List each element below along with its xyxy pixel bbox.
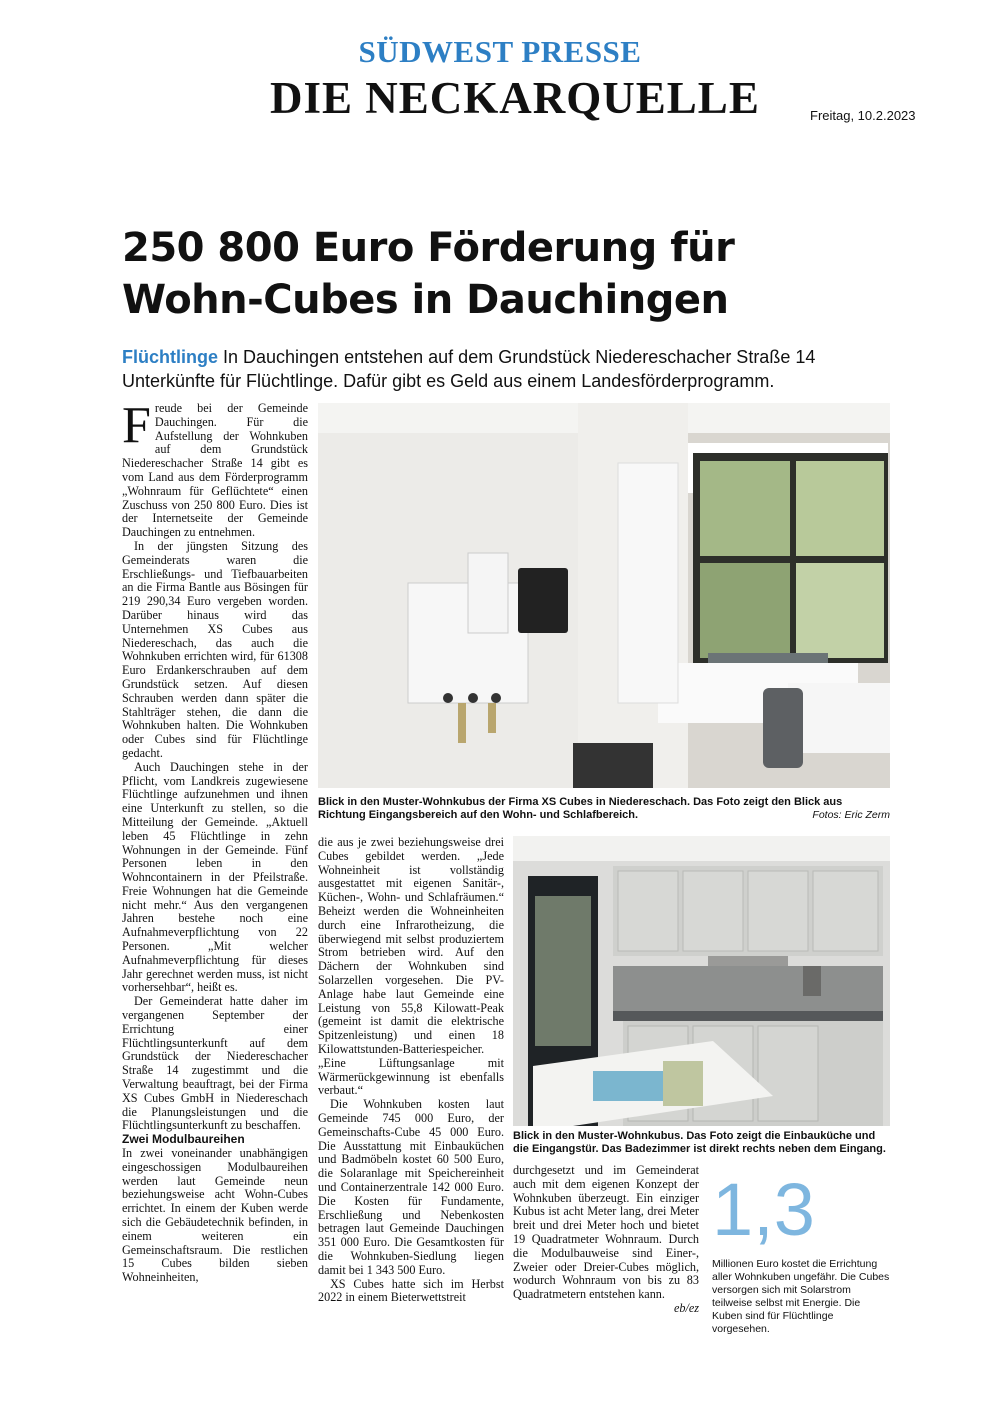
kicker: Flüchtlinge bbox=[122, 347, 218, 367]
author-signature: eb/ez bbox=[673, 1300, 699, 1315]
headline bbox=[122, 222, 922, 326]
subheading: Zwei Modulbaureihen bbox=[122, 1132, 245, 1147]
photo-living-area bbox=[318, 403, 890, 788]
paragraph: Auch Dauchingen stehe in der Pflicht, vom Landkreis zugewiesene Flüchtlinge aufzunehmen und ihnen eine Unterkunft zu stellen, so die Mitteilung der Gemeinde. „Aktuell leben 45 Flüchtlinge in zehn Wohnungen in der Gemeinde. Fünf Personen leben in den Wohncontainern in der Pfeilstraße. Freie Wohnungen hat die Gemeinde nicht mehr.“ Aus den vergangenen Jahren bestehe noch eine Aufnahmeverpflichtung von 22 Personen. „Mit welcher Aufnahmeverpflichtung für dieses Jahr gerechnet werden muss, ist nicht vorhersehbar“, heißt es. bbox=[122, 759, 308, 995]
photo-kitchen-illustration bbox=[513, 836, 890, 1126]
photo-kitchen bbox=[513, 836, 890, 1126]
paragraph: In zwei voneinander unabhängigen eingeschossigen Modulbaureihen werden laut Gemeinde neun beziehungsweise acht Wohn-Cubes errichtet. In einem der Kuben werde sich die Gebäudetechnik befinden, in einem weiteren ein Gemeinschaftsraum. Die restlichen 15 Cubes bilden sieben Wohneinheiten, bbox=[122, 1146, 308, 1285]
headline-line-1: 250 800 Euro Förderung für bbox=[122, 225, 735, 271]
paragraph bbox=[122, 397, 308, 540]
paragraph: Der Gemeinderat hatte daher im vergangenen September der Errichtung einer Flüchtlingsunterkunft auf dem Grundstück der Niedereschacher Straße 14 zugestimmt und die Verwaltung beauftragt, bei der Firma XS Cubes GmbH in Niedereschach die Planungsleistungen und die Flüchtlingsunterkunft zu beschaffen. bbox=[122, 994, 308, 1133]
photo-living-area-illustration bbox=[318, 403, 890, 788]
teaser-text: In Dauchingen entstehen auf dem Grundstück Niedereschacher Straße 14 Unterkünfte für Flüchtlinge. Dafür gibt es Geld aus einem Landesförderprogramm. bbox=[122, 347, 816, 391]
paragraph: die aus je zwei beziehungsweise drei Cubes gebildet werden. „Jede Wohneinheit ist vollständig ausgestattet mit eigenen Sanitär-, Küchen-, Wohn- und Schlafräumen.“ Beheizt werden die Wohneinheiten durch eine Infrarotheizung, die überwiegend mit selbst produziertem Strom betrieben wird. Auf den Dächern der Wohnkuben sind Solarzellen vorgesehen. Die PV-Anlage habe laut Gemeinde eine Leistung von 55,8 Kilowatt-Peak (gemeint ist damit die elektrische Spitzenleistung) und einen 18 Kilowattstunden-Batteriespeicher. „Eine Lüftungsanlage mit Wärmerückgewinnung ist ebenfalls verbaut.“ bbox=[318, 835, 504, 1098]
factbox-text: Millionen Euro kostet die Errichtung aller Wohnkuben ungefähr. Die Cubes versorgen sich mit Solarstrom teilweise selbst mit Energie. Die Kuben sind für Flüchtlinge vorgesehen. bbox=[712, 1258, 890, 1335]
drop-cap: F bbox=[122, 397, 151, 454]
paragraph: Die Wohnkuben kosten laut Gemeinde 745 000 Euro, der Gemeinschafts-Cube 45 000 Euro. Die Ausstattung mit Einbauküchen und Badmöbeln kostet 60 500 Euro, die Solaranlage mit Speichereinheit und Containerzentrale 142 000 Euro. Die Kosten für Fundamente, Erschließung und Nebenkosten betragen laut Gemeinde Dauchingen 351 000 Euro. Die Gesamtkosten für die Wohnkuben-Siedlung liegen damit bei 1 343 500 Euro. bbox=[318, 1097, 504, 1277]
photo-2-caption: Blick in den Muster-Wohnkubus. Das Foto zeigt die Einbauküche und die Eingangstür. Das Badezimmer ist direkt rechts neben dem Eingang. bbox=[513, 1130, 886, 1155]
paragraph: durchgesetzt und im Gemeinderat auch mit dem eigenen Konzept der Wohnkuben überzeugt. Ein einziger Kubus ist acht Meter lang, drei Meter breit und drei Meter hoch und bietet 19 Quadratmeter Wohnraum. Durch die Modulbauweise sind Einer-, Zweier oder Dreier-Cubes möglich, wodurch Wohnraum von bis zu 83 Quadratmetern entstehen kann. bbox=[513, 1163, 699, 1302]
paper-name: DIE NECKARQUELLE bbox=[270, 73, 760, 123]
article-column-1 bbox=[122, 397, 308, 1285]
teaser bbox=[122, 345, 902, 393]
headline-line-2: Wohn-Cubes in Dauchingen bbox=[122, 277, 729, 323]
paragraph-text: reude bei der Gemeinde Dauchingen. Für die Aufstellung der Wohnkuben auf dem Grundstück Niedereschacher Straße 14 gibt es vom Land aus dem Förderprogramm „Wohnraum für Geflüchtete“ einen Zuschuss von 250 800 Euro. Dies ist der Internetseite der Gemeinde Dauchingen zu entnehmen. bbox=[122, 401, 308, 540]
publisher-name: SÜDWEST PRESSE bbox=[358, 34, 642, 69]
article-column-3 bbox=[513, 1164, 699, 1316]
paragraph: In der jüngsten Sitzung des Gemeinderats waren die Erschließungs- und Tiefbauarbeiten an die Firma Bantle aus Bösingen für 219 290,34 Euro vergeben worden. Darüber hinaus wird das Unternehmen XS Cubes aus Niedereschach, das auch die Wohnkuben errichten wird, für 61308 Euro Erdankerschrauben auf dem Grundstück setzen. Auf diesen Schrauben werden dann später die Stahlträger stehen, die dann die Wohnkuben halten. Die Wohnkuben oder Cubes sind für Flüchtlinge gedacht. bbox=[122, 538, 308, 760]
issue-date: Freitag, 10.2.2023 bbox=[810, 108, 916, 123]
photo-credit: Fotos: Eric Zerm bbox=[812, 809, 890, 821]
photo-1-caption: Blick in den Muster-Wohnkubus der Firma XS Cubes in Niedereschach. Das Foto zeigt den Blick aus Richtung Eingangsbereich auf den Wohn- und Schlafbereich. bbox=[318, 796, 843, 821]
paragraph: XS Cubes hatte sich im Herbst 2022 in einem Bieterwettstreit bbox=[318, 1276, 504, 1305]
factbox-number: 1,3 bbox=[712, 1168, 815, 1251]
article-column-2 bbox=[318, 836, 504, 1305]
